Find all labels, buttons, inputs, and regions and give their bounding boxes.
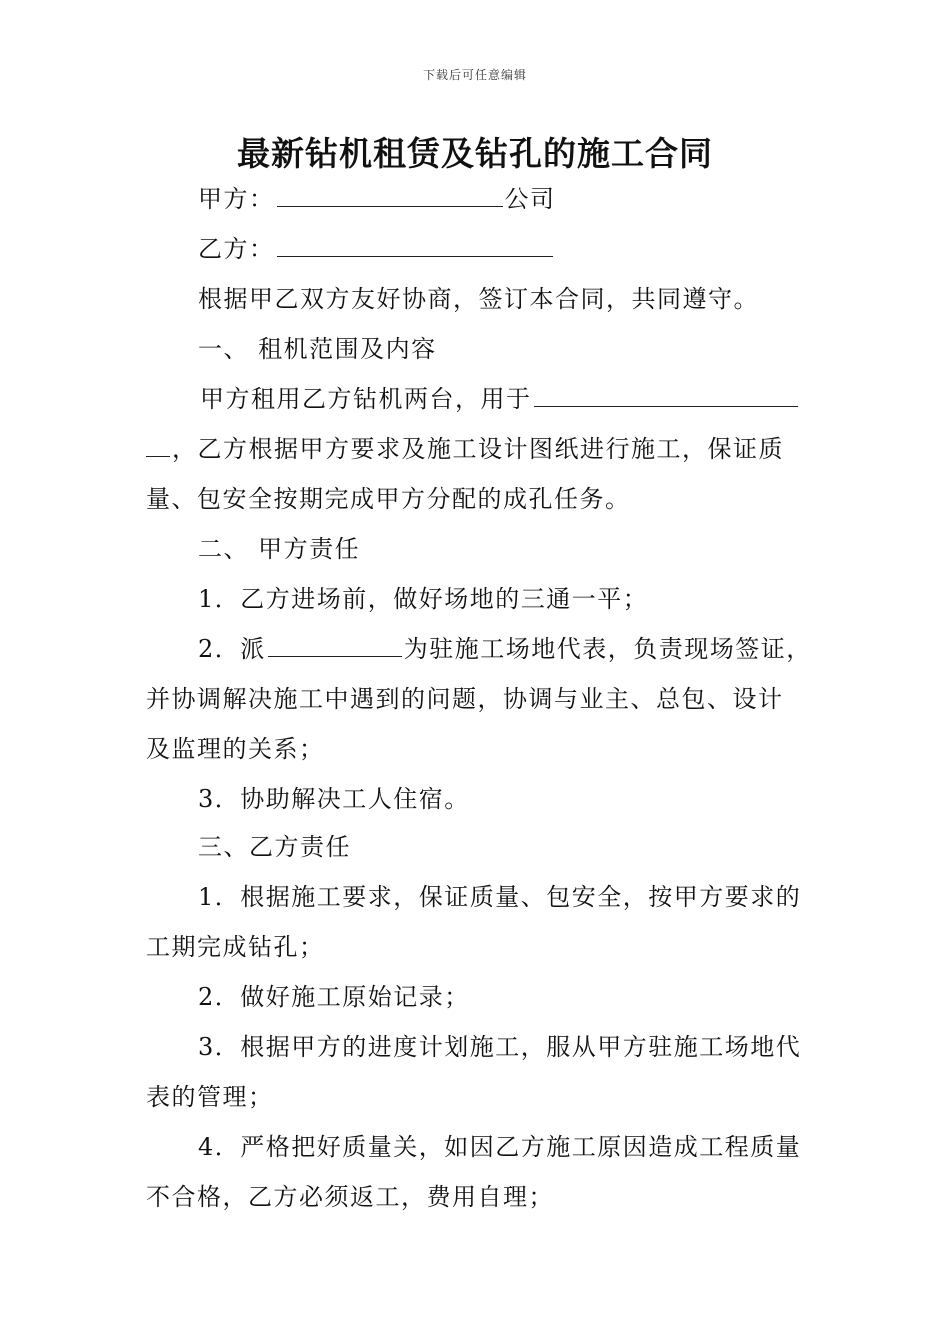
section2-item2 [198, 634, 812, 664]
section3-heading: 三、乙方责任 [198, 833, 351, 861]
usage-blank-continued [146, 436, 170, 457]
section1-line1-text: 甲方租用乙方钻机两台，用于 [200, 385, 532, 413]
section2-item2-suffix: 为驻施工场地代表，负责现场签证， [403, 635, 812, 663]
section3-item2: 2．做好施工原始记录； [198, 983, 470, 1011]
section2-item3: 3．协助解决工人住宿。 [198, 785, 470, 813]
section2-heading: 二、 甲方责任 [198, 535, 361, 563]
section3-item1-line2: 工期完成钻孔； [146, 933, 325, 961]
section3-item4-line1: 4．严格把好质量关，如因乙方施工原因造成工程质量 [198, 1133, 802, 1161]
party-a-suffix: 公司 [504, 185, 556, 213]
party-a-label: 甲方： [198, 185, 275, 213]
section1-line3: 量、包安全按期完成甲方分配的成孔任务。 [146, 485, 631, 513]
section3-item4-line2: 不合格，乙方必须返工，费用自理； [146, 1183, 554, 1211]
section2-item2-line3: 及监理的关系； [146, 735, 325, 763]
section2-item2-line2: 并协调解决施工中遇到的问题，协调与业主、总包、设计 [146, 685, 784, 713]
section3-item1-line1: 1．根据施工要求，保证质量、包安全，按甲方要求的 [198, 883, 802, 911]
section1-heading: 一、 租机范围及内容 [198, 335, 437, 363]
section1-line1 [200, 384, 800, 414]
usage-blank [534, 386, 798, 407]
party-b-line [198, 234, 555, 264]
representative-blank [268, 636, 402, 657]
party-a-blank [277, 186, 503, 207]
party-a-line [198, 184, 556, 214]
page-title: 最新钻机租赁及钻孔的施工合同 [237, 134, 713, 173]
section1-line2 [146, 434, 784, 464]
party-b-blank [277, 236, 553, 257]
section2-item1: 1．乙方进场前，做好场地的三通一平； [198, 585, 649, 613]
section2-item2-prefix: 2．派 [198, 635, 266, 663]
header-note: 下载后可任意编辑 [422, 68, 527, 82]
intro-paragraph: 根据甲乙双方友好协商，签订本合同，共同遵守。 [198, 285, 759, 313]
section3-item3-line2: 表的管理； [146, 1083, 274, 1111]
party-b-label: 乙方： [198, 235, 275, 263]
section3-item3-line1: 3．根据甲方的进度计划施工，服从甲方驻施工场地代 [198, 1033, 802, 1061]
section1-line2-text: ，乙方根据甲方要求及施工设计图纸进行施工，保证质 [172, 435, 784, 463]
